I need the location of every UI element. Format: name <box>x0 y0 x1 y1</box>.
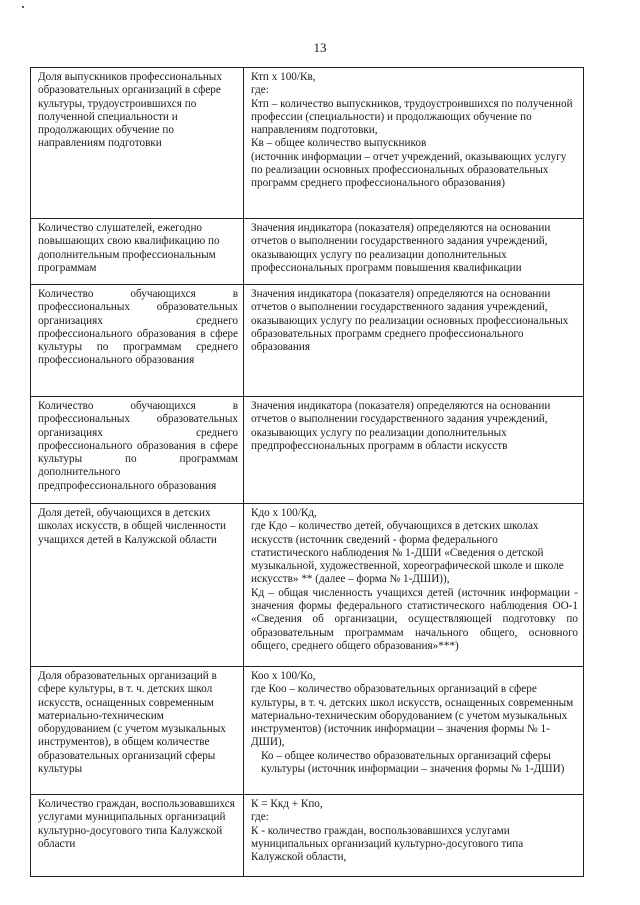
source-line: (источник информации – отчет учреждений, оказывающих услугу по реализации основных профессиональных образовательных программ среднего профессионального образования) <box>251 150 567 190</box>
formula-line: Ктп х 100/Кв, <box>251 71 316 83</box>
indicator-cell: Количество обучающихся в профессиональных образовательных организациях среднего профессионального образования в сфере культуры по программам среднего профессионального образования <box>31 285 244 397</box>
page-number: 13 <box>313 40 327 55</box>
definition-line: Ко – общее количество образовательных организаций сферы культуры (источник информации – значения формы № 1-ДШИ) <box>261 749 565 776</box>
indicator-cell: Доля детей, обучающихся в детских школах искусств, в общей численности учащихся детей в Калужской области <box>31 504 244 667</box>
method-cell <box>244 285 584 397</box>
table-row <box>31 397 584 504</box>
definition-line: Ктп – количество выпускников, трудоустроившихся по полученной профессии (специальности) и продолжающих обучение по направлениям подготовки, <box>251 97 573 137</box>
definition-line: где Коо – количество образовательных организаций в сфере культуры, в т. ч. детских школ искусств, оснащенных современным материально-техническим оборудованием (с учетом музыкальных инструментов) (источник информации – значения формы № 1-ДШИ), <box>251 683 574 749</box>
scan-speck <box>22 6 24 8</box>
table-row <box>31 68 584 219</box>
method-text: Значения индикатора (показателя) определяются на основании отчетов о выполнении государственного задания учреждений, оказывающих услугу по реализации основных профессиональных образовательных программ среднего профессионального образования <box>251 288 569 354</box>
definition-line: где Кдо – количество детей, обучающихся в детских школах искусств (источник сведений - форма федерального статистического наблюдения № 1-ДШИ «Сведения о детской музыкальной, художественной, хореографической школе и школе искусств» ** (далее – форма № 1-ДШИ)), <box>251 520 564 586</box>
table-row <box>31 285 584 397</box>
method-cell <box>244 504 584 667</box>
method-cell <box>244 795 584 877</box>
indicator-cell: Количество обучающихся в профессиональных образовательных организациях среднего профессионального образования в сфере культуры по программам дополнительного предпрофессионального образования <box>31 397 244 504</box>
method-cell <box>244 219 584 285</box>
indicators-table <box>30 67 584 877</box>
definition-line: Кв – общее количество выпускников <box>251 137 427 150</box>
definition-line: К - количество граждан, воспользовавшихся услугами муниципальных организаций культурно-досугового типа Калужской области, <box>251 824 524 864</box>
method-text: Значения индикатора (показателя) определяются на основании отчетов о выполнении государственного задания учреждений, оказывающих услугу по реализации дополнительных профессиональных программ повышения квалификации <box>251 222 551 274</box>
indicator-cell: Количество слушателей, ежегодно повышающих свою квалификацию по дополнительным профессиональным программам <box>31 219 244 285</box>
formula-line: Коо х 100/Ко, <box>251 670 316 682</box>
table-row <box>31 219 584 285</box>
where-line: где: <box>251 84 269 97</box>
method-cell <box>244 397 584 504</box>
table-row <box>31 504 584 667</box>
method-cell <box>244 68 584 219</box>
indicator-cell: Доля образовательных организаций в сфере культуры, в т. ч. детских школ искусств, оснащенных современным материально-техническим оборудованием (с учетом музыкальных инструментов), в общем количестве образовательных организаций сферы культуры <box>31 667 244 795</box>
indicator-cell: Доля выпускников профессиональных образовательных организаций в сфере культуры, трудоустроившихся по полученной специальности и продолжающих обучение по направлениям подготовки <box>31 68 244 219</box>
method-cell <box>244 667 584 795</box>
definition-line: Кд – общая численность учащихся детей (источник информации - значения формы федерального статистического наблюдения ОО-1 «Сведения об организации, осуществляющей подготовку по образовательным программам начального общего, основного общего, среднего общего образования»***) <box>251 586 578 652</box>
formula-line: Кдо х 100/Кд, <box>251 507 317 519</box>
table-row <box>31 795 584 877</box>
formula-line: К = Ккд + Кпо, <box>251 798 323 810</box>
method-text: Значения индикатора (показателя) определяются на основании отчетов о выполнении государственного задания учреждений, оказывающих услугу по реализации дополнительных предпрофессиональных программ в области искусств <box>251 400 551 452</box>
where-line: где: <box>251 811 269 824</box>
table-row <box>31 667 584 795</box>
indicator-cell: Количество граждан, воспользовавшихся услугами муниципальных организаций культурно-досугового типа Калужской области <box>31 795 244 877</box>
